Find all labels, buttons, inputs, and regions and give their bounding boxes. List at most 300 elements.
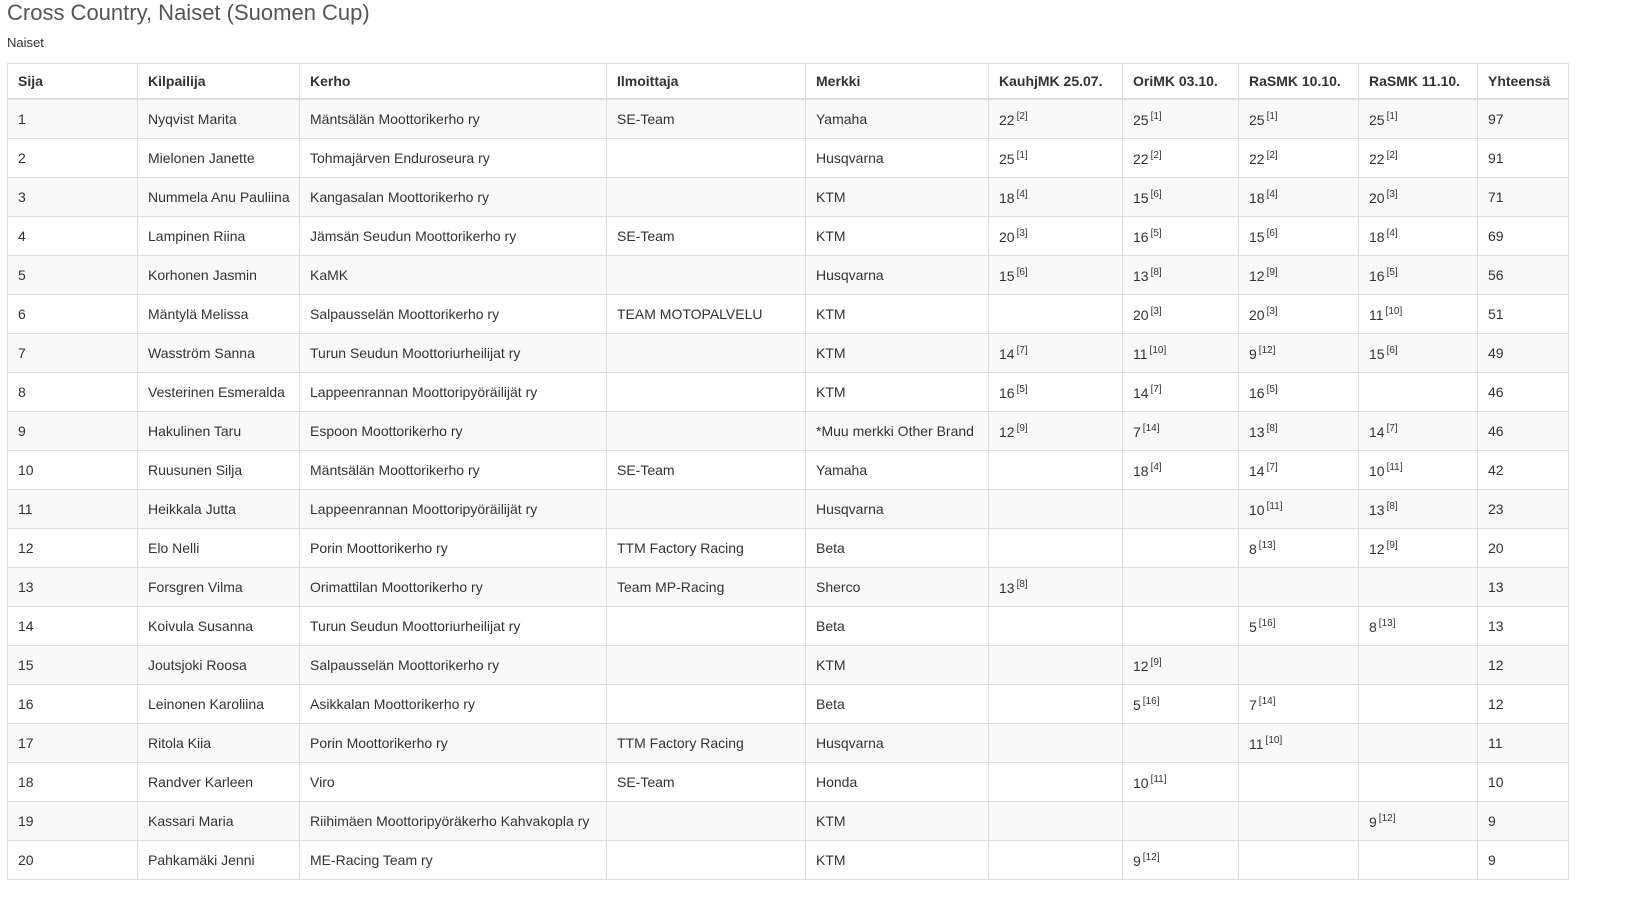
cell-brand-value: Husqvarna — [816, 735, 884, 751]
round-placement: [10] — [1149, 344, 1167, 356]
cell-club — [300, 568, 607, 607]
cell-club-value: Espoon Moottorikerho ry — [310, 423, 463, 439]
cell-round-3-value: 11 — [1249, 735, 1264, 752]
cell-club — [300, 802, 607, 841]
cell-rider-name — [138, 529, 300, 568]
cell-round-2-value: 20 — [1133, 306, 1149, 323]
cell-round-4 — [1359, 373, 1478, 412]
cell-round-4 — [1359, 802, 1478, 841]
cell-rider-name-value: Ruusunen Silja — [148, 462, 243, 478]
column-header-rider[interactable]: Kilpailija — [138, 64, 300, 100]
round-placement: [8] — [1150, 266, 1162, 278]
cell-brand-value: Sherco — [816, 579, 861, 595]
cell-round-2 — [1123, 451, 1239, 490]
column-header-brand[interactable]: Merkki — [806, 64, 989, 100]
cell-round-3 — [1239, 451, 1359, 490]
cell-rider-name — [138, 802, 300, 841]
cell-total — [1478, 529, 1569, 568]
cell-total-value: 69 — [1488, 228, 1504, 244]
cell-position-value: 14 — [18, 618, 34, 634]
cell-brand — [806, 451, 989, 490]
column-header-round-2[interactable]: OriMK 03.10. — [1123, 64, 1239, 100]
cell-round-1 — [989, 373, 1123, 412]
cell-round-4-value: 16 — [1369, 267, 1385, 284]
cell-round-1 — [989, 256, 1123, 295]
cell-round-1 — [989, 178, 1123, 217]
round-placement: [2] — [1386, 149, 1398, 161]
cell-entrant — [607, 256, 806, 295]
cell-brand — [806, 373, 989, 412]
cell-brand-value: KTM — [816, 228, 846, 244]
cell-club — [300, 646, 607, 685]
cell-total — [1478, 568, 1569, 607]
cell-round-3 — [1239, 373, 1359, 412]
cell-position-value: 11 — [18, 501, 33, 517]
results-body — [8, 99, 1569, 880]
cell-club-value: Jämsän Seudun Moottorikerho ry — [310, 228, 517, 244]
table-row — [8, 490, 1569, 529]
cell-total — [1478, 841, 1569, 880]
cell-position — [8, 490, 138, 529]
cell-rider-name-value: Leinonen Karoliina — [148, 696, 264, 712]
cell-round-4 — [1359, 334, 1478, 373]
cell-round-3-value: 25 — [1249, 111, 1265, 128]
cell-entrant — [607, 685, 806, 724]
cell-brand — [806, 685, 989, 724]
cell-entrant — [607, 841, 806, 880]
cell-club-value: Viro — [310, 774, 335, 790]
cell-brand-value: KTM — [816, 306, 846, 322]
cell-round-4 — [1359, 490, 1478, 529]
cell-round-4 — [1359, 646, 1478, 685]
cell-total-value: 13 — [1488, 579, 1504, 595]
cell-round-2 — [1123, 841, 1239, 880]
cell-round-2 — [1123, 490, 1239, 529]
cell-brand — [806, 724, 989, 763]
page-subtitle: Naiset — [7, 35, 44, 50]
cell-total-value: 91 — [1488, 150, 1504, 166]
cell-brand — [806, 99, 989, 139]
cell-round-1 — [989, 763, 1123, 802]
cell-round-4-value: 14 — [1369, 423, 1385, 440]
cell-brand-value: KTM — [816, 813, 846, 829]
cell-round-3-value: 16 — [1249, 384, 1265, 401]
cell-round-3 — [1239, 178, 1359, 217]
cell-entrant — [607, 373, 806, 412]
cell-round-2 — [1123, 763, 1239, 802]
cell-entrant — [607, 724, 806, 763]
cell-round-1 — [989, 334, 1123, 373]
cell-round-4-value: 22 — [1369, 150, 1385, 167]
cell-club — [300, 841, 607, 880]
cell-position — [8, 529, 138, 568]
cell-position — [8, 217, 138, 256]
round-placement: [11] — [1266, 500, 1283, 512]
cell-total — [1478, 334, 1569, 373]
cell-position-value: 16 — [18, 696, 34, 712]
cell-total-value: 13 — [1488, 618, 1504, 634]
table-row — [8, 334, 1569, 373]
cell-club-value: Porin Moottorikerho ry — [310, 540, 448, 556]
cell-total — [1478, 763, 1569, 802]
cell-rider-name — [138, 295, 300, 334]
cell-brand-value: Husqvarna — [816, 150, 884, 166]
cell-round-1 — [989, 217, 1123, 256]
cell-rider-name — [138, 451, 300, 490]
cell-total — [1478, 490, 1569, 529]
cell-total-value: 71 — [1488, 189, 1504, 205]
cell-round-1 — [989, 646, 1123, 685]
cell-round-1 — [989, 802, 1123, 841]
cell-club-value: Lappeenrannan Moottoripyöräilijät ry — [310, 501, 538, 517]
cell-total-value: 12 — [1488, 657, 1504, 673]
cell-round-3 — [1239, 568, 1359, 607]
cell-round-2-value: 16 — [1133, 228, 1149, 245]
cell-rider-name-value: Mielonen Janette — [148, 150, 255, 166]
cell-club-value: Riihimäen Moottoripyöräkerho Kahvakopla ry — [310, 813, 590, 829]
cell-brand — [806, 178, 989, 217]
cell-round-1-value: 18 — [999, 189, 1015, 206]
cell-round-1-value: 16 — [999, 384, 1015, 401]
cell-rider-name-value: Kassari Maria — [148, 813, 234, 829]
cell-position — [8, 607, 138, 646]
cell-round-1 — [989, 139, 1123, 178]
cell-brand — [806, 568, 989, 607]
cell-entrant — [607, 295, 806, 334]
cell-round-4-value: 25 — [1369, 111, 1385, 128]
cell-brand — [806, 412, 989, 451]
cell-round-1 — [989, 568, 1123, 607]
cell-club — [300, 373, 607, 412]
cell-position — [8, 373, 138, 412]
round-placement: [5] — [1016, 383, 1028, 395]
cell-round-1 — [989, 295, 1123, 334]
cell-round-1-value: 14 — [999, 345, 1015, 362]
round-placement: [12] — [1142, 851, 1160, 863]
cell-brand-value: Beta — [816, 540, 845, 556]
cell-round-1-value: 12 — [999, 423, 1015, 440]
cell-rider-name — [138, 685, 300, 724]
cell-position — [8, 685, 138, 724]
cell-club-value: Mäntsälän Moottorikerho ry — [310, 111, 480, 127]
cell-club — [300, 763, 607, 802]
table-row — [8, 568, 1569, 607]
cell-position-value: 7 — [18, 345, 26, 361]
cell-round-3 — [1239, 607, 1359, 646]
cell-round-4 — [1359, 139, 1478, 178]
cell-brand-value: KTM — [816, 189, 846, 205]
cell-round-3 — [1239, 334, 1359, 373]
cell-brand-value: Husqvarna — [816, 267, 884, 283]
cell-round-2-value: 18 — [1133, 462, 1149, 479]
cell-round-3 — [1239, 724, 1359, 763]
column-header-position[interactable]: Sija — [8, 64, 138, 100]
round-placement: [1] — [1150, 110, 1162, 122]
column-header-round-4[interactable]: RaSMK 11.10. — [1359, 64, 1478, 100]
cell-round-2 — [1123, 568, 1239, 607]
round-placement: [7] — [1150, 383, 1162, 395]
cell-round-1 — [989, 99, 1123, 139]
cell-club — [300, 334, 607, 373]
cell-club-value: Mäntsälän Moottorikerho ry — [310, 462, 480, 478]
cell-rider-name — [138, 373, 300, 412]
cell-club-value: Kangasalan Moottorikerho ry — [310, 189, 489, 205]
cell-round-3 — [1239, 763, 1359, 802]
cell-entrant — [607, 802, 806, 841]
cell-brand-value: KTM — [816, 852, 846, 868]
round-placement: [9] — [1016, 422, 1028, 434]
cell-total-value: 51 — [1488, 306, 1504, 322]
round-placement: [7] — [1016, 344, 1028, 356]
round-placement: [4] — [1266, 188, 1278, 200]
cell-club-value: Turun Seudun Moottoriurheilijat ry — [310, 345, 521, 361]
cell-position — [8, 99, 138, 139]
cell-round-2 — [1123, 295, 1239, 334]
page-title: Cross Country, Naiset (Suomen Cup) — [7, 0, 370, 25]
round-placement: [13] — [1258, 539, 1276, 551]
cell-total-value: 20 — [1488, 540, 1504, 556]
cell-round-1 — [989, 685, 1123, 724]
cell-brand-value: Yamaha — [816, 111, 868, 127]
round-placement: [12] — [1258, 344, 1276, 356]
cell-brand-value: *Muu merkki Other Brand — [816, 423, 974, 439]
cell-round-4-value: 18 — [1369, 228, 1385, 245]
cell-rider-name-value: Hakulinen Taru — [148, 423, 242, 439]
column-header-club[interactable]: Kerho — [300, 64, 607, 100]
round-placement: [7] — [1266, 461, 1278, 473]
cell-position-value: 12 — [18, 540, 34, 556]
cell-total-value: 9 — [1488, 852, 1496, 868]
header-row — [8, 64, 1569, 100]
cell-round-3 — [1239, 685, 1359, 724]
cell-position — [8, 802, 138, 841]
cell-round-2 — [1123, 529, 1239, 568]
cell-round-2-value: 7 — [1133, 423, 1141, 440]
cell-round-2 — [1123, 802, 1239, 841]
cell-total — [1478, 217, 1569, 256]
cell-total-value: 97 — [1488, 111, 1504, 127]
cell-brand — [806, 646, 989, 685]
cell-brand — [806, 490, 989, 529]
cell-round-4 — [1359, 217, 1478, 256]
cell-total-value: 11 — [1488, 735, 1503, 751]
cell-round-3-value: 13 — [1249, 423, 1265, 440]
cell-round-1 — [989, 451, 1123, 490]
table-row — [8, 646, 1569, 685]
cell-club-value: Salpausselän Moottorikerho ry — [310, 306, 500, 322]
cell-rider-name — [138, 412, 300, 451]
cell-total-value: 42 — [1488, 462, 1504, 478]
table-row — [8, 607, 1569, 646]
cell-total — [1478, 295, 1569, 334]
cell-position-value: 6 — [18, 306, 26, 322]
table-row — [8, 841, 1569, 880]
cell-brand-value: Yamaha — [816, 462, 868, 478]
cell-position — [8, 256, 138, 295]
cell-total-value: 23 — [1488, 501, 1504, 517]
cell-club-value: Turun Seudun Moottoriurheilijat ry — [310, 618, 521, 634]
round-placement: [9] — [1266, 266, 1278, 278]
cell-club-value: Orimattilan Moottorikerho ry — [310, 579, 483, 595]
cell-round-1-value: 20 — [999, 228, 1015, 245]
cell-round-2-value: 13 — [1133, 267, 1149, 284]
cell-total-value: 56 — [1488, 267, 1504, 283]
cell-entrant — [607, 490, 806, 529]
round-placement: [10] — [1265, 734, 1283, 746]
cell-entrant — [607, 607, 806, 646]
cell-entrant-value: TEAM MOTOPALVELU — [617, 306, 763, 322]
round-placement: [5] — [1386, 266, 1398, 278]
cell-brand-value: KTM — [816, 657, 846, 673]
cell-round-2 — [1123, 724, 1239, 763]
cell-rider-name-value: Nyqvist Marita — [148, 111, 237, 127]
cell-round-4-value: 9 — [1369, 813, 1377, 830]
table-row — [8, 763, 1569, 802]
cell-round-2 — [1123, 334, 1239, 373]
column-header-round-3[interactable]: RaSMK 10.10. — [1239, 64, 1359, 100]
cell-brand — [806, 295, 989, 334]
cell-round-2-value: 22 — [1133, 150, 1149, 167]
cell-entrant — [607, 334, 806, 373]
cell-club — [300, 412, 607, 451]
round-placement: [8] — [1386, 500, 1398, 512]
round-placement: [3] — [1150, 305, 1162, 317]
results-table — [7, 63, 1569, 880]
cell-round-4-value: 10 — [1369, 462, 1385, 479]
cell-rider-name — [138, 568, 300, 607]
round-placement: [11] — [1386, 461, 1403, 473]
cell-club-value: Lappeenrannan Moottoripyöräilijät ry — [310, 384, 538, 400]
cell-position-value: 3 — [18, 189, 26, 205]
table-row — [8, 685, 1569, 724]
cell-position-value: 5 — [18, 267, 26, 283]
round-placement: [3] — [1386, 188, 1398, 200]
cell-round-1 — [989, 529, 1123, 568]
round-placement: [6] — [1016, 266, 1028, 278]
cell-round-3-value: 20 — [1249, 306, 1265, 323]
column-header-total[interactable]: Yhteensä — [1478, 64, 1569, 100]
cell-position-value: 20 — [18, 852, 34, 868]
cell-round-1-value: 15 — [999, 267, 1015, 284]
round-placement: [2] — [1016, 110, 1028, 122]
cell-position — [8, 334, 138, 373]
column-header-entrant[interactable]: Ilmoittaja — [607, 64, 806, 100]
cell-round-3 — [1239, 99, 1359, 139]
cell-entrant — [607, 451, 806, 490]
cell-total — [1478, 256, 1569, 295]
column-header-round-1[interactable]: KauhjMK 25.07. — [989, 64, 1123, 100]
cell-rider-name-value: Forsgren Vilma — [148, 579, 243, 595]
cell-total-value: 49 — [1488, 345, 1504, 361]
cell-position-value: 13 — [18, 579, 34, 595]
cell-round-2-value: 10 — [1133, 774, 1149, 791]
cell-round-4-value: 8 — [1369, 618, 1377, 635]
cell-round-4-value: 20 — [1369, 189, 1385, 206]
cell-round-2-value: 5 — [1133, 696, 1141, 713]
cell-brand — [806, 217, 989, 256]
cell-total — [1478, 646, 1569, 685]
cell-round-4 — [1359, 256, 1478, 295]
cell-rider-name — [138, 490, 300, 529]
cell-round-1-value: 25 — [999, 150, 1015, 167]
cell-rider-name — [138, 99, 300, 139]
cell-brand — [806, 763, 989, 802]
cell-position-value: 9 — [18, 423, 26, 439]
cell-round-4 — [1359, 529, 1478, 568]
cell-round-3 — [1239, 217, 1359, 256]
cell-rider-name-value: Mäntylä Melissa — [148, 306, 249, 322]
round-placement: [4] — [1150, 461, 1162, 473]
cell-round-4 — [1359, 451, 1478, 490]
cell-round-4-value: 13 — [1369, 501, 1385, 518]
cell-brand — [806, 841, 989, 880]
cell-round-3-value: 18 — [1249, 189, 1265, 206]
cell-entrant — [607, 568, 806, 607]
cell-round-3-value: 9 — [1249, 345, 1257, 362]
cell-round-3-value: 5 — [1249, 618, 1257, 635]
cell-position-value: 4 — [18, 228, 26, 244]
cell-position-value: 18 — [18, 774, 34, 790]
round-placement: [9] — [1386, 539, 1398, 551]
round-placement: [6] — [1386, 344, 1398, 356]
cell-round-2 — [1123, 256, 1239, 295]
round-placement: [7] — [1386, 422, 1398, 434]
cell-round-3 — [1239, 490, 1359, 529]
cell-rider-name — [138, 256, 300, 295]
cell-rider-name-value: Koivula Susanna — [148, 618, 254, 634]
cell-position-value: 19 — [18, 813, 34, 829]
cell-round-4 — [1359, 295, 1478, 334]
cell-round-4-value: 12 — [1369, 540, 1385, 557]
cell-brand — [806, 607, 989, 646]
cell-entrant — [607, 99, 806, 139]
cell-round-3 — [1239, 529, 1359, 568]
cell-brand-value: Honda — [816, 774, 858, 790]
cell-club-value: Asikkalan Moottorikerho ry — [310, 696, 475, 712]
cell-rider-name-value: Joutsjoki Roosa — [148, 657, 247, 673]
cell-total — [1478, 451, 1569, 490]
cell-round-1-value: 13 — [999, 579, 1015, 596]
cell-round-2 — [1123, 139, 1239, 178]
cell-round-4 — [1359, 412, 1478, 451]
cell-round-3-value: 22 — [1249, 150, 1265, 167]
cell-round-3-value: 12 — [1249, 267, 1265, 284]
cell-club — [300, 178, 607, 217]
cell-entrant-value: SE-Team — [617, 111, 675, 127]
cell-club — [300, 139, 607, 178]
cell-position — [8, 451, 138, 490]
cell-round-1 — [989, 490, 1123, 529]
cell-rider-name — [138, 841, 300, 880]
cell-brand — [806, 802, 989, 841]
cell-round-1 — [989, 607, 1123, 646]
round-placement: [12] — [1378, 812, 1396, 824]
cell-position-value: 2 — [18, 150, 26, 166]
cell-total — [1478, 724, 1569, 763]
cell-total — [1478, 607, 1569, 646]
cell-total — [1478, 412, 1569, 451]
cell-brand-value: KTM — [816, 384, 846, 400]
cell-round-3-value: 15 — [1249, 228, 1265, 245]
cell-position-value: 17 — [18, 735, 34, 751]
round-placement: [16] — [1142, 695, 1160, 707]
table-row — [8, 217, 1569, 256]
cell-entrant — [607, 412, 806, 451]
round-placement: [14] — [1258, 695, 1276, 707]
round-placement: [1] — [1386, 110, 1398, 122]
cell-total-value: 46 — [1488, 423, 1504, 439]
cell-brand — [806, 334, 989, 373]
